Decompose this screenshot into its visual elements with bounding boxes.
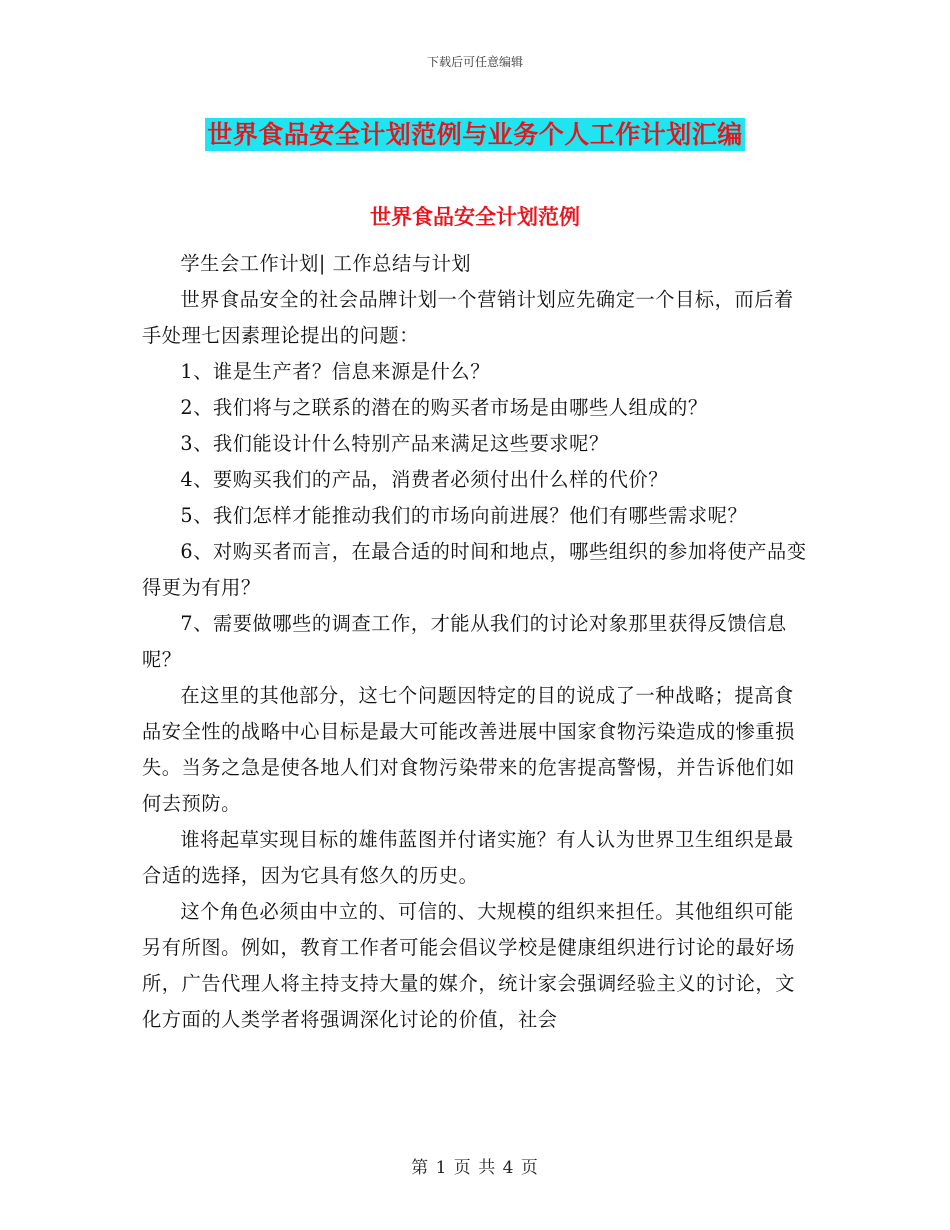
document-title xyxy=(0,113,950,151)
paragraph: 4、要购买我们的产品，消费者必须付出什么样的代价？ xyxy=(180,468,669,491)
paragraph: 5、我们怎样才能推动我们的市场向前进展？他们有哪些需求呢？ xyxy=(180,504,748,527)
paragraph: 1、谁是生产者？信息来源是什么？ xyxy=(180,360,491,383)
paragraph: 6、对购买者而言，在最合适的时间和地点，哪些组织的参加将使产品变得更为有用？ xyxy=(142,540,807,599)
paragraph: 2、我们将与之联系的潜在的购买者市场是由哪些人组成的？ xyxy=(180,396,708,419)
paragraph: 7、需要做哪些的调查工作，才能从我们的讨论对象那里获得反馈信息呢？ xyxy=(142,612,787,671)
paragraph: 在这里的其他部分，这七个问题因特定的目的说成了一种战略；提高食品安全性的战略中心目标是最大可能改善进展中国家食物污染造成的惨重损失。当务之急是使各地人们对食物污染带来的危害提高警惕，并告诉他们如何去预防。 xyxy=(142,684,795,815)
page-number: 第 1 页 共 4 页 xyxy=(411,1158,539,1178)
paragraph: 3、我们能设计什么特别产品来满足这些要求呢？ xyxy=(180,432,609,455)
paragraph: 这个角色必须由中立的、可信的、大规模的组织来担任。其他组织可能另有所图。例如，教育工作者可能会倡议学校是健康组织进行讨论的最好场所，广告代理人将主持支持大量的媒介，统计家会强调经验主义的讨论，文化方面的人类学者将强调深化讨论的价值，社会 xyxy=(142,900,795,1031)
paragraph: 学生会工作计划| 工作总结与计划 xyxy=(180,252,472,275)
page-header-note: 下载后可任意编辑 xyxy=(426,55,523,69)
paragraph: 世界食品安全的社会品牌计划一个营销计划应先确定一个目标，而后着手处理七因素理论提出的问题： xyxy=(142,288,794,347)
paragraph: 谁将起草实现目标的雄伟蓝图并付诸实施？有人认为世界卫生组织是最合适的选择，因为它具有悠久的历史。 xyxy=(142,828,794,887)
section-title: 世界食品安全计划范例 xyxy=(370,205,580,229)
document-title-text: 世界食品安全计划范例与业务个人工作计划汇编 xyxy=(207,120,743,149)
document-body xyxy=(142,246,812,1038)
